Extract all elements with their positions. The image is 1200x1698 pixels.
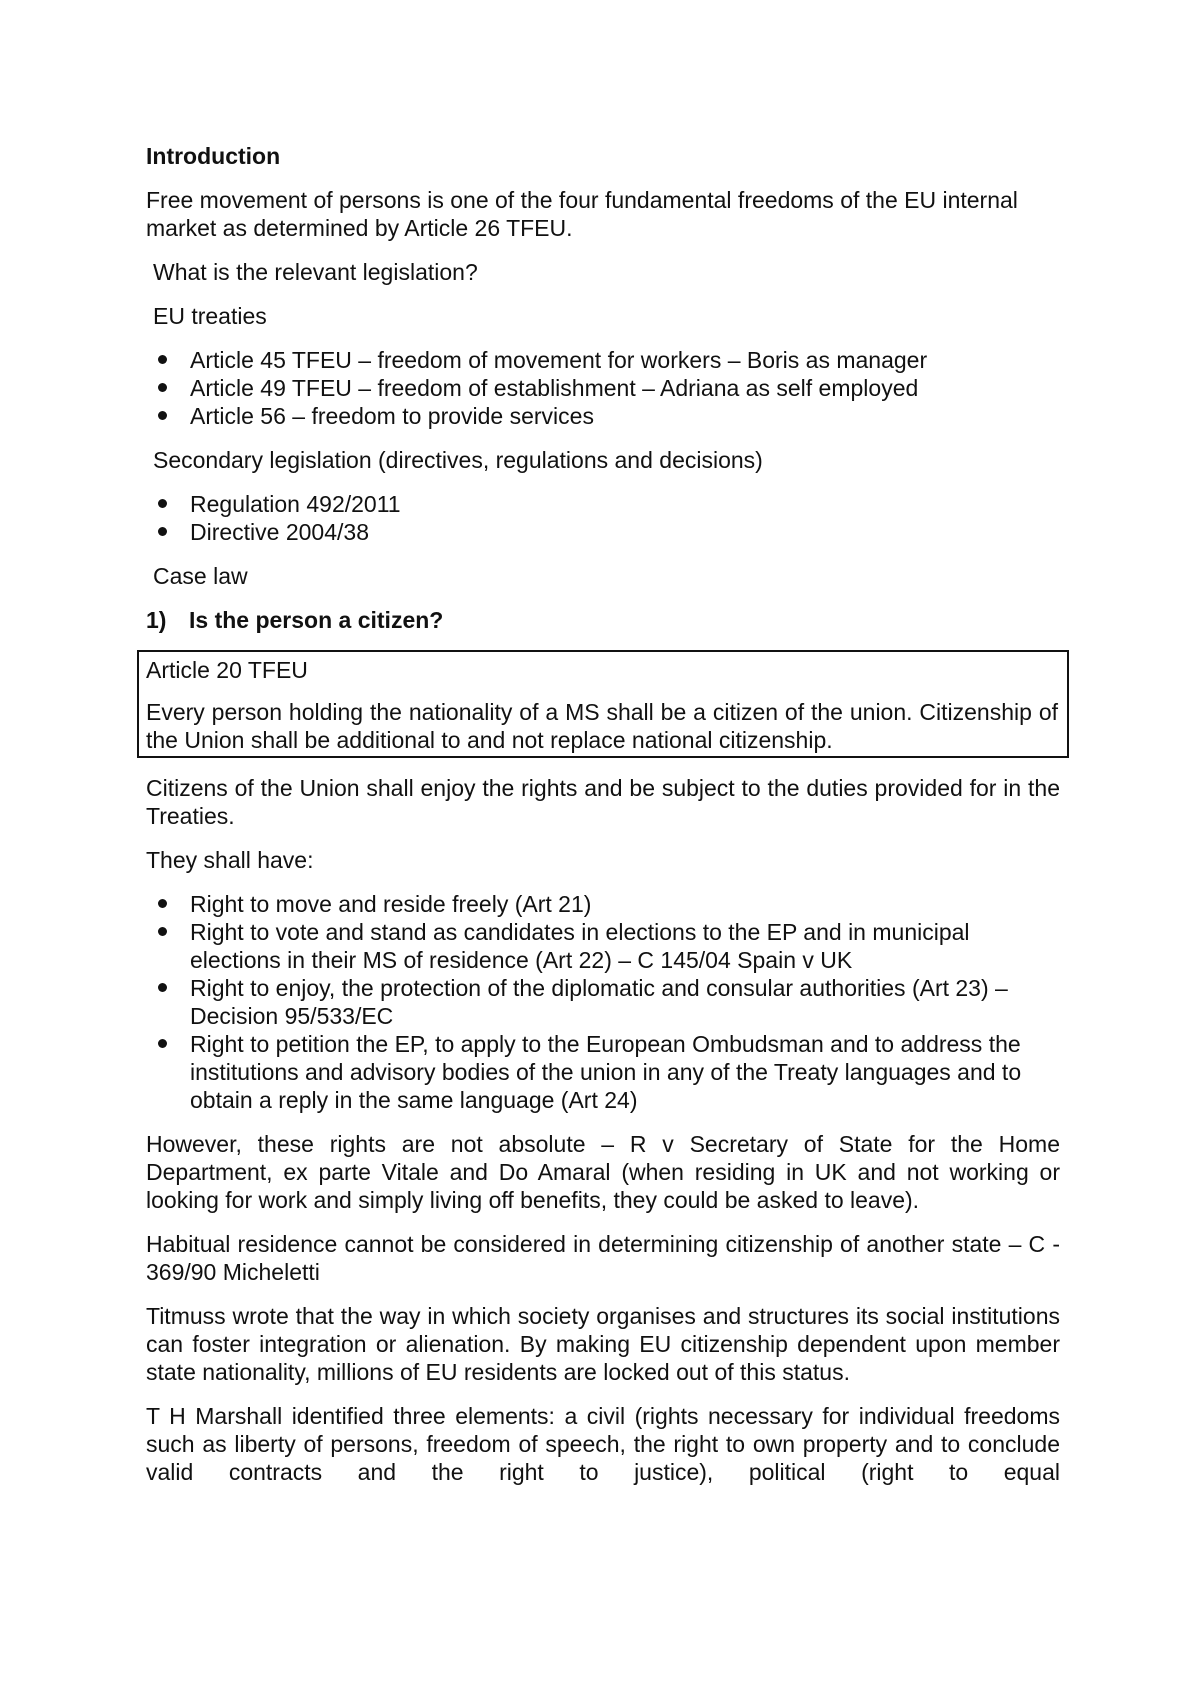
list-item: [146, 402, 1060, 430]
secondary-label: Secondary legislation (directives, regulations and decisions): [153, 447, 763, 473]
bullet-icon: [158, 1039, 167, 1048]
list-item: [146, 918, 1060, 974]
legislation-question: What is the relevant legislation?: [153, 259, 478, 285]
section-1-title: Is the person a citizen?: [189, 607, 444, 633]
section-1-number: 1): [146, 607, 167, 633]
secondary-list: [146, 490, 1060, 546]
section-1-heading: [146, 606, 1060, 634]
rights-list: [146, 890, 1060, 1114]
list-item-text: Directive 2004/38: [190, 519, 369, 545]
titmuss-paragraph: Titmuss wrote that the way in which society organises and structures its social institutions can foster integration or alienation. By making EU citizenship dependent upon member state nationality, millions of EU residents are locked out of this status.: [146, 1303, 1060, 1385]
bullet-icon: [158, 411, 167, 420]
intro-paragraph: Free movement of persons is one of the four fundamental freedoms of the EU internal market as determined by Article 26 TFEU.: [146, 187, 1018, 241]
list-item: [146, 346, 1060, 374]
citizens-paragraph: Citizens of the Union shall enjoy the rights and be subject to the duties provided for in the Treaties.: [146, 775, 1060, 829]
case-law-label: Case law: [153, 563, 248, 589]
list-item-text: Right to enjoy, the protection of the diplomatic and consular authorities (Art 23) – Decision 95/533/EC: [190, 975, 1008, 1029]
box-text: Every person holding the nationality of a MS shall be a citizen of the union. Citizenship of the Union shall be additional to and not replace national citizenship.: [146, 699, 1058, 753]
article-20-box: [137, 650, 1069, 758]
list-item: [146, 374, 1060, 402]
treaties-label: EU treaties: [153, 303, 267, 329]
however-paragraph: However, these rights are not absolute – R v Secretary of State for the Home Department, ex parte Vitale and Do Amaral (when residing in UK and not working or looking for work and simply living off benefits, they could be asked to leave).: [146, 1131, 1060, 1213]
list-item: [146, 1030, 1060, 1114]
marshall-paragraph: T H Marshall identified three elements: a civil (rights necessary for individual freedoms such as liberty of persons, freedom of speech, the right to own property and to conclude valid contracts and the right to justice), political (right to equal: [146, 1403, 1060, 1485]
list-item-text: Regulation 492/2011: [190, 491, 401, 517]
list-item-text: Article 56 – freedom to provide services: [190, 403, 594, 429]
habitual-residence-paragraph: Habitual residence cannot be considered in determining citizenship of another state – C - 369/90 Micheletti: [146, 1231, 1060, 1285]
list-item: [146, 518, 1060, 546]
list-item-text: Article 45 TFEU – freedom of movement for workers – Boris as manager: [190, 347, 928, 373]
list-item: [146, 490, 1060, 518]
list-item-text: Right to vote and stand as candidates in elections to the EP and in municipal elections in their MS of residence (Art 22) – C 145/04 Spain v UK: [190, 919, 970, 973]
bullet-icon: [158, 983, 167, 992]
list-item: [146, 890, 1060, 918]
bullet-icon: [158, 355, 167, 364]
bullet-icon: [158, 527, 167, 536]
list-item: [146, 974, 1060, 1030]
box-title: Article 20 TFEU: [146, 657, 308, 683]
list-item-text: Right to move and reside freely (Art 21): [190, 891, 592, 917]
they-shall-have: They shall have:: [146, 847, 314, 873]
list-item-text: Right to petition the EP, to apply to the European Ombudsman and to address the institutions and advisory bodies of the union in any of the Treaty languages and to obtain a reply in the same language (Art 24): [190, 1031, 1022, 1113]
treaties-list: [146, 346, 1060, 430]
bullet-icon: [158, 927, 167, 936]
bullet-icon: [158, 383, 167, 392]
document-body: [146, 142, 1060, 1502]
bullet-icon: [158, 499, 167, 508]
bullet-icon: [158, 899, 167, 908]
intro-heading: Introduction: [146, 143, 281, 169]
list-item-text: Article 49 TFEU – freedom of establishment – Adriana as self employed: [190, 375, 919, 401]
